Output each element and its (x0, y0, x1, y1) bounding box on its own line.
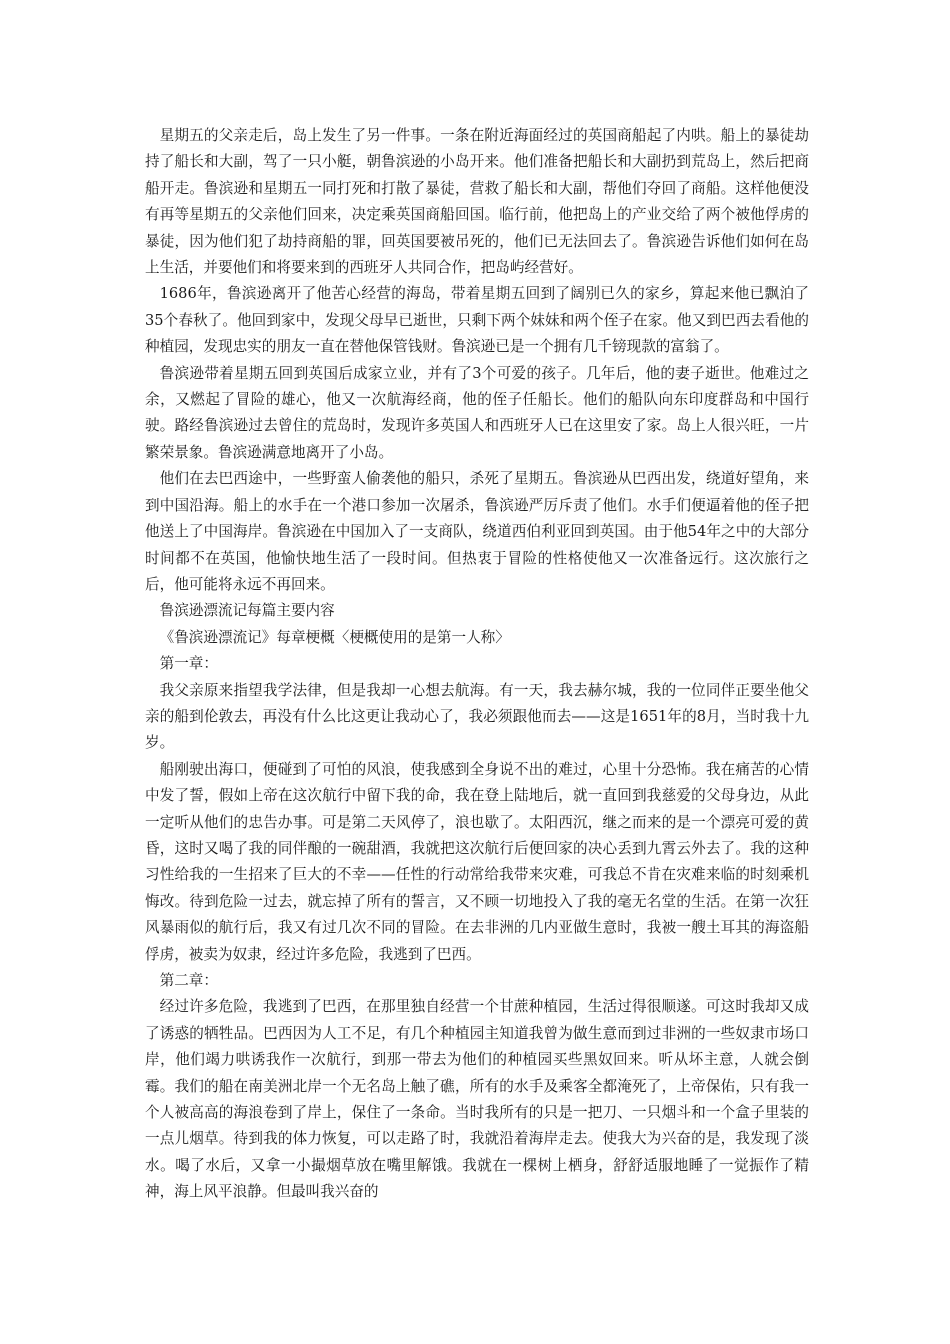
paragraph-chapter1-storm: 船刚驶出海口，便碰到了可怕的风浪，使我感到全身说不出的难过，心里十分恐怖。我在痛苦的心情中发了誓，假如上帝在这次航行中留下我的命，我在登上陆地后，就一直回到我慈爱的父母身边，从此一定听从他们的忠告办事。可是第二天风停了，浪也歇了。太阳西沉，继之而来的是一个漂亮可爱的黄昏，这时又喝了我的同伴酿的一碗甜酒，我就把这次航行后便回家的决心丢到九霄云外去了。我的这种习性给我的一生招来了巨大的不幸——任性的行动常给我带来灾难，可我总不肯在灾难来临的时刻乘机悔改。待到危险一过去，就忘掉了所有的誓言，又不顾一切地投入了我的毫无名堂的生活。在第一次狂风暴雨似的航行后，我又有过几次不同的冒险。在去非洲的几内亚做生意时，我被一艘土耳其的海盗船俘虏，被卖为奴隶，经过许多危险，我逃到了巴西。 (145, 760, 809, 963)
paragraph-chapter2-shipwreck: 经过许多危险，我逃到了巴西，在那里独自经营一个甘蔗种植园，生活过得很顺遂。可这时我却又成了诱惑的牺牲品。巴西因为人工不足，有几个种植园主知道我曾为做生意而到过非洲的一些奴隶市场口岸，他们竭力哄诱我作一次航行，到那一带去为他们的种植园买些黑奴回来。听从坏主意，人就会倒霉。我们的船在南美洲北岸一个无名岛上触了礁，所有的水手及乘客全都淹死了，上帝保佑，只有我一个人被高高的海浪卷到了岸上，保住了一条命。当时我所有的只是一把刀、一只烟斗和一个盒子里装的一点儿烟草。待到我的体力恢复，可以走路了时，我就沿着海岸走去。使我大为兴奋的是，我发现了淡水。喝了水后，又拿一小撮烟草放在嘴里解饿。我就在一棵树上栖身，舒舒适服地睡了一觉振作了精神，海上风平浪静。但最叫我兴奋的 (145, 998, 809, 1201)
document-body (145, 123, 809, 1206)
section-heading-summary: 鲁滨逊漂流记每篇主要内容 (159, 602, 335, 620)
paragraph-family-voyage: 鲁滨逊带着星期五回到英国后成家立业，并有了3个可爱的孩子。几年后，他的妻子逝世。他难过之余，又燃起了冒险的雄心，他又一次航海经商，他的侄子任船长。他们的船队向东印度群岛和中国行驶。路经鲁滨逊过去曾住的荒岛时，发现许多英国人和西班牙人已在这里安了家。岛上人很兴旺，一片繁荣景象。鲁滨逊满意地离开了小岛。 (145, 364, 809, 461)
paragraph-china-journey: 他们在去巴西途中，一些野蛮人偷袭他的船只，杀死了星期五。鲁滨逊从巴西出发，绕道好望角，来到中国沿海。船上的水手在一个港口参加一次屠杀，鲁滨逊严厉斥责了他们。水手们便逼着他的侄子把他送上了中国海岸。鲁滨逊在中国加入了一支商队，绕道西伯利亚回到英国。由于他54年之中的大部分时间都不在英国，他愉快地生活了一段时间。但热衷于冒险的性格使他又一次准备远行。这次旅行之后，他可能将永远不再回来。 (145, 470, 809, 593)
chapter-heading-2: 第二章： (159, 972, 218, 989)
paragraph-fathers-departure: 星期五的父亲走后，岛上发生了另一件事。一条在附近海面经过的英国商船起了内哄。船上的暴徒劫持了船长和大副，驾了一只小艇，朝鲁滨逊的小岛开来。他们准备把船长和大副扔到荒岛上，然后把商船开走。鲁滨逊和星期五一同打死和打散了暴徒，营救了船长和大副，帮他们夺回了商船。这样他便没有再等星期五的父亲他们回来，决定乘英国商船回国。临行前，他把岛上的产业交给了两个被他俘虏的暴徒，因为他们犯了劫持商船的罪，回英国要被吊死的，他们已无法回去了。鲁滨逊告诉他们如何在岛上生活，并要他们和将要来到的西班牙人共同合作，把岛屿经营好。 (145, 127, 809, 277)
chapter-heading-1: 第一章： (159, 655, 218, 673)
paragraph-return-1686: 1686年，鲁滨逊离开了他苦心经营的海岛，带着星期五回到了阔别已久的家乡，算起来他已飘泊了35个春秋了。他回到家中，发现父母早已逝世，只剩下两个妹妹和两个侄子在家。他又到巴西去看他的种植园，发现忠实的朋友一直在替他保管钱财。鲁滨逊已是一个拥有几千镑现款的富翁了。 (145, 285, 809, 356)
section-heading-chapter-outline: 《鲁滨逊漂流记》每章梗概〈梗概使用的是第一人称〉 (159, 628, 510, 646)
paragraph-chapter1-intro: 我父亲原来指望我学法律，但是我却一心想去航海。有一天，我去赫尔城，我的一位同伴正要坐他父亲的船到伦敦去，再没有什么比这更让我动心了，我必须跟他而去——这是1651年的8月，当时我十九岁。 (145, 681, 809, 752)
